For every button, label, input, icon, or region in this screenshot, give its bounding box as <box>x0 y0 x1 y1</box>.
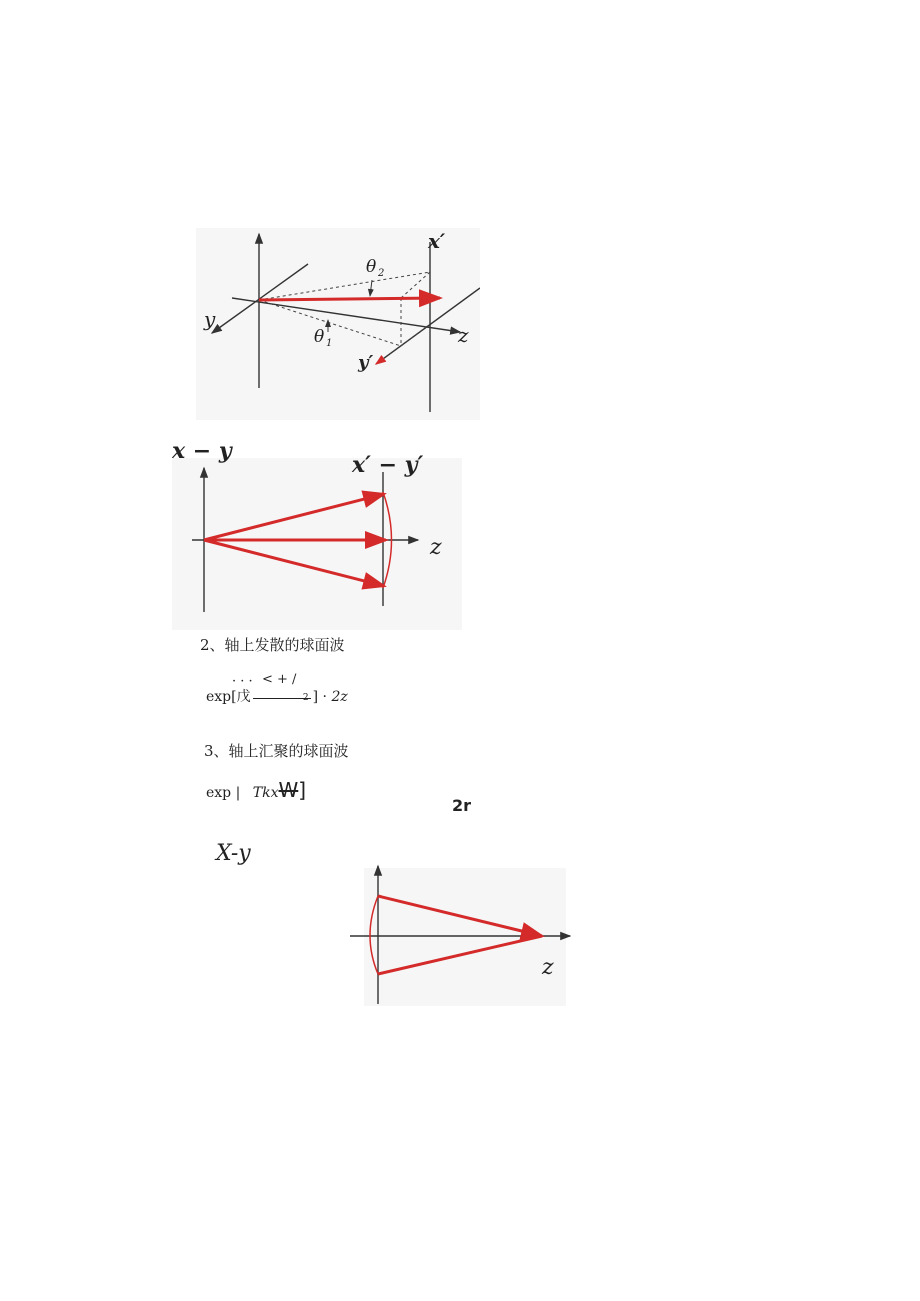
theta2-label: θ <box>366 257 377 277</box>
formula-prefix: exp <box>206 785 232 801</box>
formula-bar: | <box>235 785 241 801</box>
z-label: z <box>430 535 442 560</box>
formula-close: ] · <box>312 689 327 705</box>
right-plane-label: x′ − y′ <box>352 452 424 478</box>
formula-over: < + / <box>262 672 297 687</box>
theta1-label: θ <box>314 327 325 347</box>
formula-w: W <box>278 778 299 802</box>
section2-heading: 2、轴上发散的球面波 <box>200 636 345 654</box>
z-label: z <box>542 955 554 980</box>
formula-main: Tkx <box>252 785 279 801</box>
diverging-wave-diagram <box>172 438 462 630</box>
theta2-subscript: 2 <box>378 268 385 279</box>
formula-denominator: 2z <box>331 689 348 705</box>
formula-main: 戊 <box>236 689 251 705</box>
x-prime-label: x′ <box>428 229 446 253</box>
section2-formula <box>206 686 348 706</box>
theta1-subscript: 1 <box>326 338 333 349</box>
formula-dots: · · · <box>232 674 253 689</box>
converging-plane-label: X-y <box>216 841 251 866</box>
section3-denominator: 2r <box>452 796 472 815</box>
oblique-wave-diagram <box>196 228 480 420</box>
left-plane-label: x − y <box>172 438 232 464</box>
wave-vector-ray <box>259 298 440 300</box>
formula-close: ] <box>298 778 307 802</box>
z-label: z <box>458 323 469 347</box>
section3-heading: 3、轴上汇聚的球面波 <box>204 742 349 760</box>
y-label: y <box>204 307 216 331</box>
y-prime-label: y′ <box>358 352 374 373</box>
formula-prefix: exp[ <box>206 689 237 705</box>
formula-frac-sub: 2 <box>302 693 309 703</box>
section3-formula <box>206 778 306 802</box>
converging-wave-diagram <box>350 862 574 1006</box>
